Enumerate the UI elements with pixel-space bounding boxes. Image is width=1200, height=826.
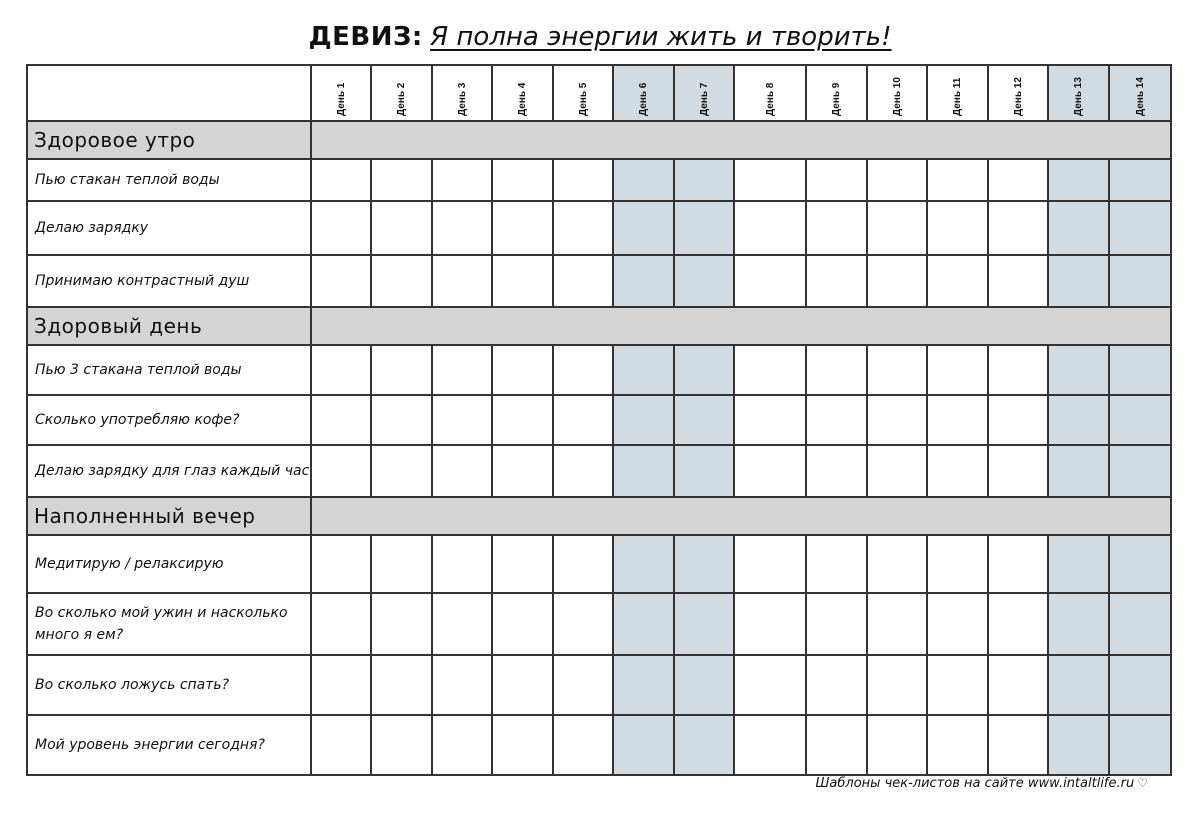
check-cell[interactable]	[734, 255, 806, 307]
habit-row	[27, 593, 1171, 655]
check-cell[interactable]	[988, 255, 1048, 307]
check-cell[interactable]	[806, 159, 867, 201]
check-cell[interactable]	[734, 201, 806, 255]
check-cell[interactable]	[311, 345, 371, 395]
day-header-4	[492, 65, 553, 121]
check-cell[interactable]	[867, 593, 927, 655]
check-cell[interactable]	[988, 535, 1048, 593]
check-cell[interactable]	[988, 201, 1048, 255]
day-header-14	[1109, 65, 1171, 121]
check-cell[interactable]	[867, 159, 927, 201]
day-label: День 6	[638, 82, 649, 116]
check-cell[interactable]	[806, 535, 867, 593]
day-label: День 1	[335, 82, 347, 116]
check-cell[interactable]	[734, 535, 806, 593]
check-cell[interactable]	[311, 255, 371, 307]
check-cell[interactable]	[674, 715, 734, 775]
check-cell[interactable]	[1109, 445, 1171, 497]
check-cell[interactable]	[674, 345, 734, 395]
day-label: День 12	[1012, 77, 1024, 116]
check-cell[interactable]	[806, 345, 867, 395]
check-cell[interactable]	[553, 535, 613, 593]
check-cell[interactable]	[1109, 655, 1171, 715]
habit-label: Принимаю контрастный душ	[27, 255, 311, 307]
check-cell[interactable]	[734, 159, 806, 201]
habit-label: Медитирую / релаксирую	[27, 535, 311, 593]
check-cell[interactable]	[674, 201, 734, 255]
check-cell[interactable]	[867, 345, 927, 395]
habit-row	[27, 255, 1171, 307]
day-header-5	[553, 65, 613, 121]
habit-row	[27, 535, 1171, 593]
section-title: Здоровое утро	[27, 121, 311, 159]
check-cell[interactable]	[553, 201, 613, 255]
day-header-2	[371, 65, 432, 121]
check-cell[interactable]	[806, 395, 867, 445]
habit-row	[27, 715, 1171, 775]
check-cell[interactable]	[553, 255, 613, 307]
check-cell[interactable]	[432, 255, 492, 307]
check-cell[interactable]	[1109, 593, 1171, 655]
check-cell[interactable]	[492, 395, 553, 445]
check-cell[interactable]	[371, 345, 432, 395]
check-cell[interactable]	[432, 655, 492, 715]
check-cell[interactable]	[1048, 445, 1109, 497]
check-cell[interactable]	[432, 715, 492, 775]
check-cell[interactable]	[1048, 655, 1109, 715]
day-header-10	[867, 65, 927, 121]
day-header-12	[988, 65, 1048, 121]
section-header-row	[27, 307, 1171, 345]
heart-icon: ♡	[1137, 776, 1148, 790]
day-label: День 8	[764, 82, 776, 116]
check-cell[interactable]	[613, 159, 674, 201]
check-cell[interactable]	[311, 159, 371, 201]
check-cell[interactable]	[492, 445, 553, 497]
check-cell[interactable]	[1048, 201, 1109, 255]
check-cell[interactable]	[1048, 715, 1109, 775]
check-cell[interactable]	[1109, 345, 1171, 395]
check-cell[interactable]	[867, 715, 927, 775]
habit-label: Сколько употребляю кофе?	[27, 395, 311, 445]
check-cell[interactable]	[927, 535, 988, 593]
check-cell[interactable]	[988, 345, 1048, 395]
day-label: День 11	[952, 77, 963, 116]
section-title: Здоровый день	[27, 307, 311, 345]
check-cell[interactable]	[806, 445, 867, 497]
check-cell[interactable]	[432, 395, 492, 445]
check-cell[interactable]	[927, 593, 988, 655]
check-cell[interactable]	[867, 201, 927, 255]
check-cell[interactable]	[1048, 159, 1109, 201]
check-cell[interactable]	[927, 445, 988, 497]
day-label: День 9	[831, 82, 842, 116]
day-label: День 5	[577, 82, 589, 116]
check-cell[interactable]	[613, 395, 674, 445]
habit-row	[27, 345, 1171, 395]
section-band	[311, 121, 1171, 159]
day-label: День 10	[891, 77, 903, 116]
day-header-9	[806, 65, 867, 121]
check-cell[interactable]	[613, 345, 674, 395]
check-cell[interactable]	[311, 395, 371, 445]
check-cell[interactable]	[988, 715, 1048, 775]
day-header-3	[432, 65, 492, 121]
check-cell[interactable]	[988, 159, 1048, 201]
check-cell[interactable]	[1109, 201, 1171, 255]
check-cell[interactable]	[371, 593, 432, 655]
day-header-1	[311, 65, 371, 121]
check-cell[interactable]	[613, 593, 674, 655]
check-cell[interactable]	[988, 593, 1048, 655]
check-cell[interactable]	[806, 255, 867, 307]
check-cell[interactable]	[806, 593, 867, 655]
check-cell[interactable]	[927, 395, 988, 445]
check-cell[interactable]	[674, 395, 734, 445]
habit-label: Пью стакан теплой воды	[27, 159, 311, 201]
section-title: Наполненный вечер	[27, 497, 311, 535]
check-cell[interactable]	[553, 159, 613, 201]
habit-label: Во сколько мой ужин и насколько много я ем?	[27, 593, 311, 655]
habit-row	[27, 201, 1171, 255]
check-cell[interactable]	[553, 655, 613, 715]
check-cell[interactable]	[674, 535, 734, 593]
title-motto: Я полна энергии жить и творить!	[430, 22, 892, 52]
day-header-6	[613, 65, 674, 121]
check-cell[interactable]	[927, 715, 988, 775]
check-cell[interactable]	[553, 715, 613, 775]
check-cell[interactable]	[1109, 395, 1171, 445]
check-cell[interactable]	[613, 201, 674, 255]
section-band	[311, 307, 1171, 345]
title-label: ДЕВИЗ:	[308, 22, 423, 52]
check-cell[interactable]	[371, 395, 432, 445]
check-cell[interactable]	[988, 445, 1048, 497]
check-cell[interactable]	[492, 159, 553, 201]
day-label: День 3	[456, 82, 468, 116]
check-cell[interactable]	[1048, 255, 1109, 307]
check-cell[interactable]	[674, 445, 734, 497]
check-cell[interactable]	[371, 715, 432, 775]
check-cell[interactable]	[371, 201, 432, 255]
check-cell[interactable]	[734, 445, 806, 497]
check-cell[interactable]	[1048, 345, 1109, 395]
check-cell[interactable]	[734, 655, 806, 715]
check-cell[interactable]	[492, 715, 553, 775]
header-row	[27, 65, 1171, 121]
check-cell[interactable]	[927, 201, 988, 255]
check-cell[interactable]	[734, 395, 806, 445]
check-cell[interactable]	[492, 535, 553, 593]
check-cell[interactable]	[867, 395, 927, 445]
check-cell[interactable]	[734, 345, 806, 395]
check-cell[interactable]	[432, 445, 492, 497]
corner-cell	[27, 65, 311, 121]
check-cell[interactable]	[432, 593, 492, 655]
check-cell[interactable]	[492, 201, 553, 255]
check-cell[interactable]	[867, 655, 927, 715]
check-cell[interactable]	[371, 159, 432, 201]
habit-row	[27, 159, 1171, 201]
check-cell[interactable]	[927, 655, 988, 715]
day-header-7	[674, 65, 734, 121]
check-cell[interactable]	[867, 255, 927, 307]
day-label: День 2	[396, 82, 407, 116]
check-cell[interactable]	[432, 201, 492, 255]
check-cell[interactable]	[613, 535, 674, 593]
habit-row	[27, 655, 1171, 715]
day-header-8	[734, 65, 806, 121]
check-cell[interactable]	[988, 395, 1048, 445]
habit-row	[27, 445, 1171, 497]
check-cell[interactable]	[311, 445, 371, 497]
check-cell[interactable]	[927, 345, 988, 395]
check-cell[interactable]	[734, 715, 806, 775]
check-cell[interactable]	[492, 255, 553, 307]
check-cell[interactable]	[553, 445, 613, 497]
check-cell[interactable]	[432, 345, 492, 395]
day-label: День 13	[1073, 77, 1084, 116]
day-label: День 14	[1134, 77, 1146, 116]
day-label: День 4	[517, 82, 528, 116]
check-cell[interactable]	[806, 201, 867, 255]
check-cell[interactable]	[613, 255, 674, 307]
check-cell[interactable]	[613, 715, 674, 775]
check-cell[interactable]	[674, 655, 734, 715]
check-cell[interactable]	[311, 593, 371, 655]
check-cell[interactable]	[1048, 395, 1109, 445]
check-cell[interactable]	[371, 655, 432, 715]
check-cell[interactable]	[613, 445, 674, 497]
check-cell[interactable]	[674, 255, 734, 307]
check-cell[interactable]	[674, 159, 734, 201]
check-cell[interactable]	[1048, 593, 1109, 655]
check-cell[interactable]	[806, 715, 867, 775]
section-header-row	[27, 121, 1171, 159]
check-cell[interactable]	[311, 715, 371, 775]
check-cell[interactable]	[674, 593, 734, 655]
check-cell[interactable]	[311, 201, 371, 255]
habit-label: Мой уровень энергии сегодня?	[27, 715, 311, 775]
footer-text: Шаблоны чек-листов на сайте www.intaltlife.ru	[815, 776, 1135, 791]
check-cell[interactable]	[1048, 535, 1109, 593]
page-title	[0, 20, 1200, 53]
habit-label: Во сколько ложусь спать?	[27, 655, 311, 715]
section-header-row	[27, 497, 1171, 535]
check-cell[interactable]	[927, 159, 988, 201]
habit-row	[27, 395, 1171, 445]
habit-tracker-table	[26, 64, 1172, 776]
check-cell[interactable]	[492, 345, 553, 395]
check-cell[interactable]	[927, 255, 988, 307]
habit-label: Пью 3 стакана теплой воды	[27, 345, 311, 395]
day-header-11	[927, 65, 988, 121]
check-cell[interactable]	[492, 593, 553, 655]
footer-note	[816, 776, 1148, 791]
check-cell[interactable]	[553, 593, 613, 655]
check-cell[interactable]	[1109, 159, 1171, 201]
day-label: День 7	[698, 82, 710, 116]
check-cell[interactable]	[613, 655, 674, 715]
check-cell[interactable]	[371, 445, 432, 497]
day-header-13	[1048, 65, 1109, 121]
check-cell[interactable]	[806, 655, 867, 715]
check-cell[interactable]	[553, 345, 613, 395]
check-cell[interactable]	[553, 395, 613, 445]
check-cell[interactable]	[432, 535, 492, 593]
check-cell[interactable]	[492, 655, 553, 715]
check-cell[interactable]	[1109, 255, 1171, 307]
check-cell[interactable]	[432, 159, 492, 201]
check-cell[interactable]	[1109, 715, 1171, 775]
habit-label: Делаю зарядку для глаз каждый час	[27, 445, 311, 497]
habit-label: Делаю зарядку	[27, 201, 311, 255]
check-cell[interactable]	[311, 655, 371, 715]
check-cell[interactable]	[371, 255, 432, 307]
check-cell[interactable]	[867, 445, 927, 497]
check-cell[interactable]	[371, 535, 432, 593]
check-cell[interactable]	[867, 535, 927, 593]
check-cell[interactable]	[734, 593, 806, 655]
section-band	[311, 497, 1171, 535]
check-cell[interactable]	[988, 655, 1048, 715]
check-cell[interactable]	[1109, 535, 1171, 593]
check-cell[interactable]	[311, 535, 371, 593]
